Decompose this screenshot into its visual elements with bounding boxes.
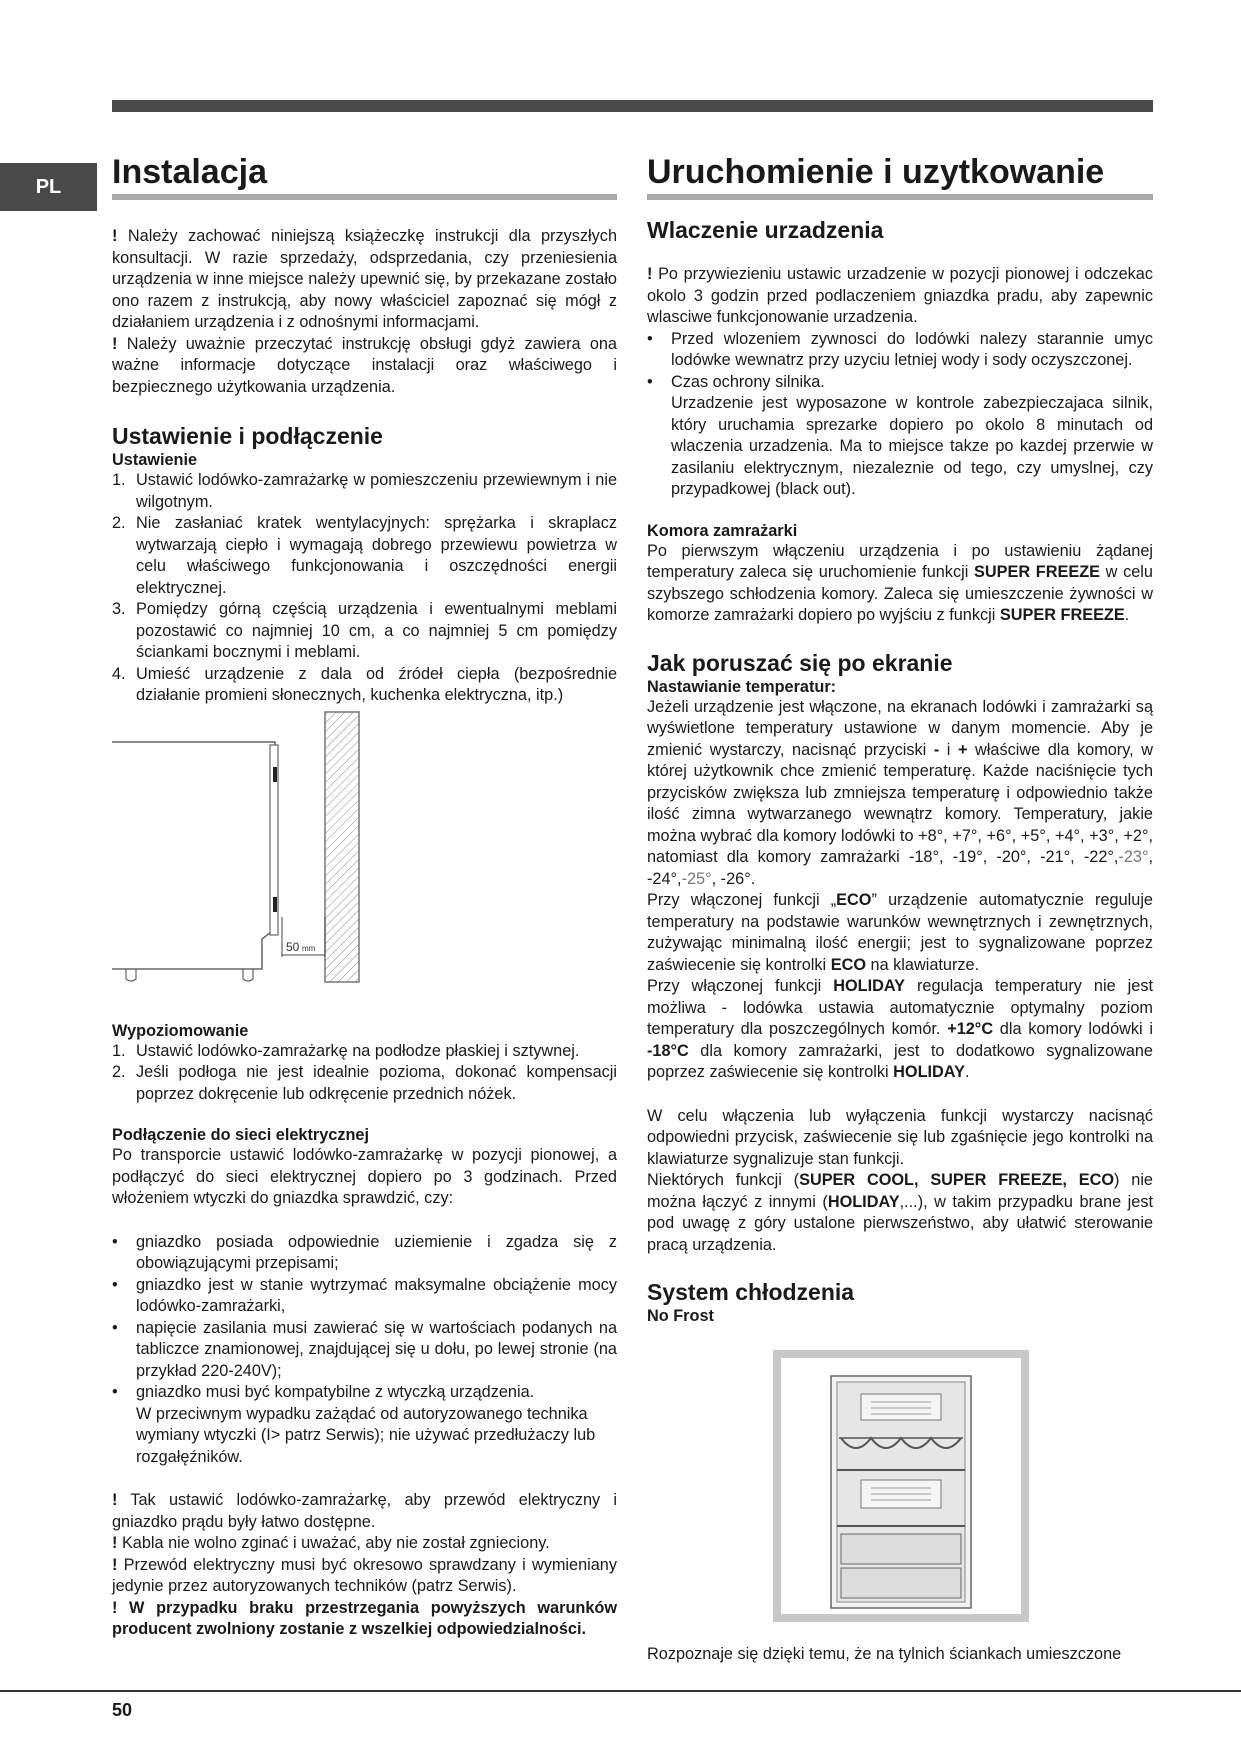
- freezer-title: Komora zamrażarki: [647, 521, 798, 540]
- right-column: [647, 152, 1153, 1622]
- list-item: • Przed wlozeniem zywnosci do lodówki nalezy starannie umyc lodówke wewnatrz przy uzyciu letniej wody i sody oczyszczonej.: [647, 329, 1153, 369]
- list-item: 1. Ustawić lodówko-zamrażarkę na podłodze płaskiej i sztywnej.: [112, 1041, 580, 1060]
- eco-paragraph: Przy włączonej funkcji „ECO” urządzenie automatycznie reguluje temperatury na podstawie warunków wewnętrznych i zewnętrznych, zużywając minimalną ilość energii; jest to sygnalizowane poprzez zaświecenie się kontrolki ECO na klawiaturze.: [647, 891, 1153, 974]
- fridge-interior-drawing: [781, 1358, 1021, 1614]
- list-item: 1. Ustawić lodówko-zamrażarkę w pomieszczeniu przewiewnym i nie wilgotnym.: [112, 471, 617, 511]
- warning-4: ! W przypadku braku przestrzegania powyższych warunków producent zwolniony zostanie z wszelkiej odpowiedzialności.: [112, 1598, 617, 1638]
- functions-paragraph: W celu włączenia lub wyłączenia funkcji wystarczy nacisnąć odpowiedni przycisk, zaświecenie się lub zgaśnięcie jego kontrolki na klawiaturze sygnalizuje stan funkcji.: [647, 1106, 1153, 1168]
- intro-paragraph-1: ! Należy zachować niniejszą książeczkę instrukcji dla przyszłych konsultacji. W razie sprzedaży, odsprzedania, czy przeniesienia urządzenia w inne miejsce należy upewnić się, by przekazane zostało ono razem z instrukcją, aby nowy właściciel zapoznać się mógł z działaniem urządzenia i z odnośnymi informacjami.: [112, 227, 617, 331]
- placement-section-title: Ustawienie i podłączenie: [112, 423, 383, 449]
- usage-title: Uruchomienie i uzytkowanie: [647, 152, 1153, 200]
- bottom-rule: [0, 1690, 1241, 1692]
- intro-paragraph-2: ! Należy uważnie przeczytać instrukcję obsługi gdyż zawiera ona ważne informacje dotyczące instalacji oraz właściwego i bezpiecznego użytkowania urządzenia.: [112, 334, 617, 396]
- gap-unit: mm: [302, 943, 316, 953]
- installation-title: Instalacja: [112, 152, 617, 200]
- combination-paragraph: Niektórych funkcji (SUPER COOL, SUPER FREEZE, ECO) nie można łączyć z innymi (HOLIDAY,...), w takim przypadku brane jest pod uwagę z góry ustalone pierwszeństwo, aby ułatwić sterowanie pracą urządzenia.: [647, 1171, 1153, 1254]
- temperature-paragraph: Jeżeli urządzenie jest włączone, na ekranach lodówki i zamrażarki są wyświetlone temperatury ustawione w danym momencie. Aby je zmienić wystarczy, nacisnąć przyciski - i + właściwe dla komory, w której użytkownik chce zmienić temperaturę. Każde naciśnięcie tych przycisków zwiększa lub zmniejsza temperaturę i odpowiednio także ilość zimna wytwarzanego wewnątrz komory. Temperatury, jakie można wybrać dla komory lodówki to +8°, +7°, +6°, +5°, +4°, +3°, +2°, natomiast dla komory zamrażarki -18°, -19°, -20°, -21°, -22°,-23°, -24°,-25°, -26°.: [647, 697, 1153, 888]
- list-item-continuation: Urzadzenie jest wyposazone w kontrole zabezpieczajaca silnik, który uruchamia sprezarke dopiero po okolo 8 minutach od wlaczenia urzadzenia. Ma to miejsce takze po kazdej przerwie w zasilaniu elektrycznym, niezaleznie od tego, czy umyslnej, czy przypadkowej (black out).: [671, 394, 1153, 498]
- left-column: [112, 152, 617, 1641]
- power-on-title: Wlaczenie urzadzenia: [647, 217, 884, 243]
- screen-nav-subtitle: Nastawianie temperatur:: [647, 677, 837, 696]
- list-item: • gniazdko musi być kompatybilne z wtyczką urządzenia.: [112, 1383, 535, 1401]
- leveling-steps: [112, 1041, 617, 1106]
- list-item-continuation: W przeciwnym wypadku zażądać od autoryzowanego technika wymiany wtyczki (I> patrz Serwis); nie używać przedłużaczy lub rozgałęźników.: [136, 1404, 596, 1466]
- language-tab: PL: [0, 163, 97, 211]
- top-rule: [112, 100, 1153, 112]
- warning-1: ! Tak ustawić lodówko-zamrażarkę, aby przewód elektryczny i gniazdko prądu były łatwo dostępne.: [112, 1491, 617, 1531]
- power-on-paragraph: ! Po przywiezieniu ustawic urzadzenie w pozycji pionowej i odczekac okolo 3 godzin przed podlaczeniem gniazdka pradu, aby zapewnic wlasciwe funkcjonowanie urzadzenia.: [647, 265, 1153, 326]
- page-number: 50: [112, 1700, 133, 1720]
- clearance-diagram: [112, 707, 617, 1007]
- electric-checklist: [112, 1232, 617, 1469]
- screen-nav-title: Jak poruszać się po ekranie: [647, 649, 953, 676]
- gap-value: 50: [286, 939, 300, 954]
- list-item: • Czas ochrony silnika.: [647, 372, 825, 391]
- list-item: 2. Nie zasłaniać kratek wentylacyjnych: sprężarka i skraplacz wytwarzają ciepło i wymagają dobrego przewiewu powietrza w celu właściwego funkcjonowania i oszczędności energii elektrycznej.: [112, 514, 617, 597]
- holiday-paragraph: Przy włączonej funkcji HOLIDAY regulacja temperatury nie jest możliwa - lodówka ustawia automatycznie optymalny poziom temperatury dla poszczególnych komór. +12°C dla komory lodówki i -18°C dla komory zamrażarki, jest to dodatkowo sygnalizowane poprzez zaświecenie się kontrolki HOLIDAY.: [647, 977, 1153, 1081]
- freezer-paragraph: Po pierwszym włączeniu urządzenia i po ustawieniu żądanej temperatury zaleca się uruchomienie funkcji SUPER FREEZE w celu szybszego schłodzenia komory. Zaleca się umieszczenie żywności w komorze zamrażarki dopiero po wyjściu z funkcji SUPER FREEZE.: [647, 541, 1153, 624]
- cooling-system-subtitle: No Frost: [647, 1307, 714, 1325]
- fridge-side-diagram: [112, 707, 617, 1007]
- placement-steps: [112, 470, 617, 707]
- leveling-title: Wypoziomowanie: [112, 1021, 249, 1040]
- list-item: 3. Pomiędzy górną częścią urządzenia i ewentualnymi meblami pozostawić co najmniej 10 cm, a co najmniej 5 cm pomiędzy ściankami bocznymi i meblami.: [112, 600, 617, 661]
- footnote-text: Rozpoznaje się dzięki temu, że na tylnich ściankach umieszczone: [647, 1645, 1122, 1663]
- power-on-list: [647, 329, 1153, 501]
- electric-title: Podłączenie do sieci elektrycznej: [112, 1126, 369, 1144]
- electric-paragraph: Po transporcie ustawić lodówko-zamrażarkę w pozycji pionowej, a podłączyć do sieci elektrycznej dopiero po 3 godzinach. Przed włożeniem wtyczki do gniazdka sprawdzić, czy:: [112, 1146, 617, 1207]
- list-item: 2. Jeśli podłoga nie jest idealnie pozioma, dokonać kompensacji poprzez dokręcenie lub odkręcenie przednich nóżek.: [112, 1063, 617, 1103]
- list-item: • gniazdko jest w stanie wytrzymać maksymalne obciążenie mocy lodówko-zamrażarki,: [112, 1275, 617, 1315]
- placement-subtitle: Ustawienie: [112, 451, 198, 469]
- fridge-interior-image: [773, 1350, 1029, 1622]
- warning-3: ! Przewód elektryczny musi być okresowo sprawdzany i wymieniany jedynie przez autoryzowanych techników (patrz Serwis).: [112, 1555, 617, 1595]
- list-item: 4. Umieść urządzenie z dala od źródeł ciepła (bezpośrednie działanie promieni słonecznych, kuchenka elektryczna, itp.): [112, 664, 617, 704]
- warning-2: ! Kabla nie wolno zginać i uważać, aby nie został zgnieciony.: [112, 1534, 550, 1552]
- list-item: • gniazdko posiada odpowiednie uziemienie i zgadza się z obowiązującymi przepisami;: [112, 1232, 617, 1272]
- cooling-system-title: System chłodzenia: [647, 1279, 855, 1305]
- list-item: • napięcie zasilania musi zawierać się w wartościach podanych na tabliczce znamionowej, znajdującej się u dołu, po lewej stronie (na przykład 220-240V);: [112, 1318, 617, 1380]
